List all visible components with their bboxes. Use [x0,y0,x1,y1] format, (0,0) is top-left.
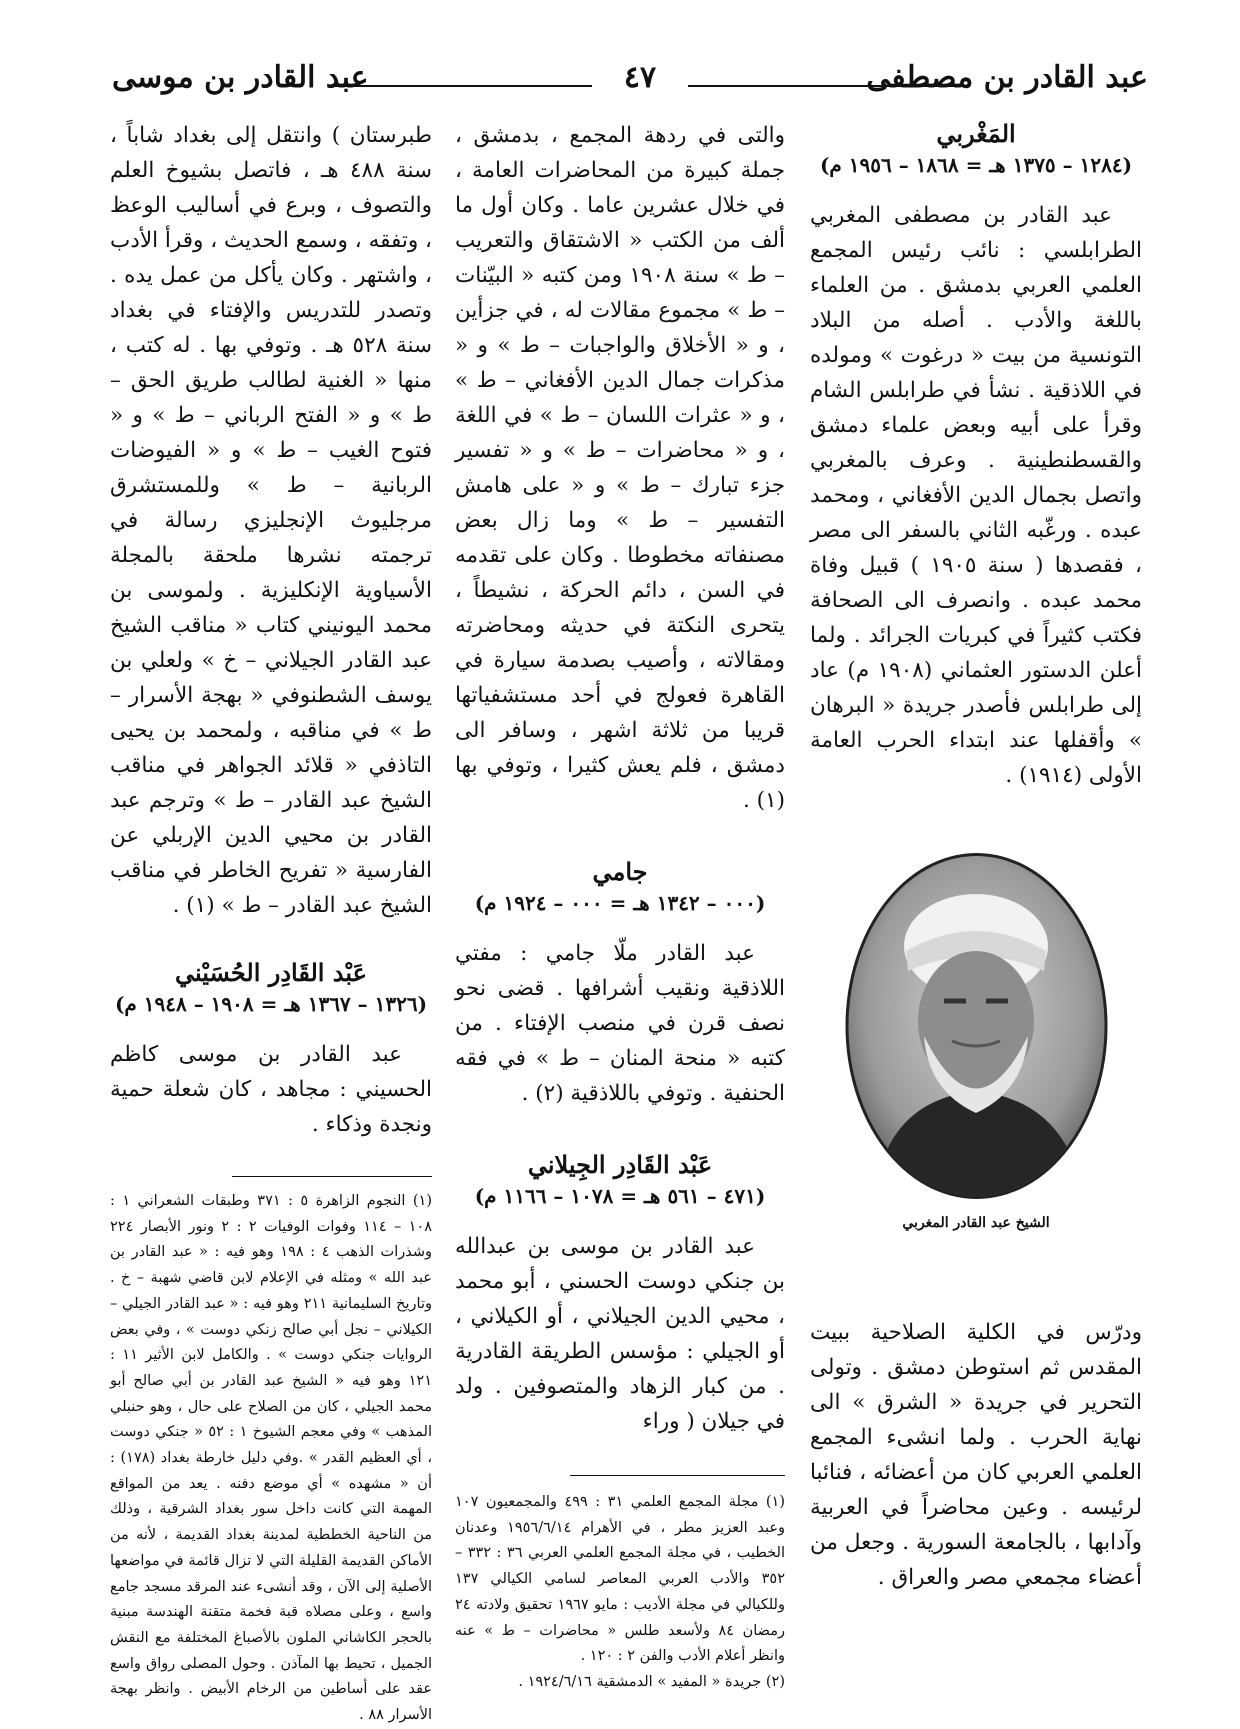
header-rule-left [330,85,592,87]
entry-text-maghribi-cont-middle: والتى في ردهة المجمع ، بدمشق ، جملة كبيرة من المحاضرات العامة ، في خلال عشرين عاما . وكان أول ما ألف من الكتب « الاشتقاق والتعريب – ط » سنة ١٩٠٨ ومن كتبه « البيّنات – ط » مجموع مقالات له ، في جزأين ، و « الأخلاق والواجبات – ط » و « مذكرات جمال الدين الأفغاني – ط » ، و « عثرات اللسان – ط » في اللغة ، و « محاضرات – ط » و « تفسير جزء تبارك – ط » و « على هامش التفسير – ط » وما زال بعض مصنفاته مخطوطا . وكان على تقدمه في السن ، دائم الحركة ، نشيطاً ، يتحرى النكتة في حديثه ومحاضرته ومقالاته ، وأصيب بصدمة سيارة في القاهرة فعولج في أحد مستشفياتها قريبا من ثلاثة اشهر ، وسافر الى دمشق ، فلم يعش كثيرا ، وتوفي بها (١) . [455,123,785,813]
portrait-figure [831,851,1121,1231]
entry-dates-jilani: (٤٧١ – ٥٦١ هـ = ١٠٧٨ – ١١٦٦ م) [474,1184,766,1208]
footnote-rule-left [232,1176,432,1177]
page-number: ٤٧ [623,60,657,95]
portrait-caption: الشيخ عبد القادر المغربي [902,1215,1050,1231]
entry-dates-husseini: (١٣٢٦ – ١٣٦٧ هـ = ١٩٠٨ – ١٩٤٨ م) [114,992,428,1016]
entry-title-jami: جامي [592,857,648,886]
right-column [810,118,1142,1231]
header-rule-right [688,85,953,87]
portrait-photo [844,851,1109,1201]
entry-text-jami: عبد القادر ملّا جامي : مفتي اللاذقية ونقيب أشرافها . قضى نحو نصف قرن في منصب الإفتاء . من كتبه « منحة المنان – ط » في فقه الحنفية . وتوفي باللاذقية (٢) . [455,941,785,1106]
entry-title-jilani: عَبْد القَادِر الجِيلاني [527,1150,713,1179]
entry-text-maghribi-continued: ودرّس في الكلية الصلاحية ببيت المقدس ثم استوطن دمشق . وتولى التحرير في جريدة « الشرق » الى نهاية الحرب . ولما انشىء المجمع العلمي العربي كان من أعضائه ، فنائبا لرئيسه . وعين محاضراً في العربية وآدابها ، بالجامعة السورية . وجعل من أعضاء مجمعي مصر والعراق . [810,1320,1142,1590]
middle-column [455,118,785,1696]
running-header-left: عبد القادر بن موسى [112,60,369,95]
entry-text-jilani: عبد القادر بن موسى بن عبدالله بن جنكي دوست الحسني ، أبو محمد ، محيي الدين الجيلاني ، أو الكيلاني ، أو الجيلي : مؤسس الطريقة القادرية . من كبار الزهاد والمتصوفين . ولد في جيلان ( وراء [455,1234,785,1434]
entry-text-husseini: عبد القادر بن موسى كاظم الحسيني : مجاهد ، كان شعلة حمية ونجدة وذكاء . [110,1042,432,1137]
right-column-continuation [810,1315,1142,1595]
entry-text-jilani-continued: طبرستان ) وانتقل إلى بغداد شاباً ، سنة ٤٨٨ هـ ، فاتصل بشيوخ العلم والتصوف ، وبرع في أساليب الوعظ ، وتفقه ، وسمع الحديث ، وقرأ الأدب ، واشتهر . وكان يأكل من عمل يده . وتصدر للتدريس والإفتاء في بغداد سنة ٥٢٨ هـ . وتوفي بها . له كتب ، منها « الغنية لطالب طريق الحق – ط » و « الفتح الرباني – ط » و « فتوح الغيب – ط » و « الفيوضات الربانية – ط » وللمستشرق مرجليوث الإنجليزي رسالة في ترجمته نشرها ملحقة بالمجلة الأسياوية الإنكليزية . ولموسى بن محمد اليونيني كتاب « مناقب الشيخ عبد القادر الجيلاني – خ » ولعلي بن يوسف الشطنوفي « بهجة الأسرار – ط » في مناقبه ، ولمحمد بن يحيى التاذفي « قلائد الجواهر في مناقب الشيخ عبد القادر – ط » وترجم عبد القادر بن محيي الدين الإربلي عن الفارسية « تفريح الخاطر في مناقب الشيخ عبد القادر – ط » (١) . [110,123,432,918]
entry-dates-jami: (٠٠٠ – ١٣٤٢ هـ = ٠٠٠ – ١٩٢٤ م) [474,891,766,915]
footnote-rule-middle [570,1475,785,1476]
entry-dates-maghribi: (١٢٨٤ – ١٣٧٥ هـ = ١٨٦٨ – ١٩٥٦ م) [819,153,1133,177]
left-column [110,118,432,1729]
footnote-middle-1: (١) مجلة المجمع العلمي ٣١ : ٤٩٩ والمجمعيون ١٠٧ وعبد العزيز مطر ، في الأهرام ١٩٥٦/٦/١٤ وعدنان الخطيب ، في مجلة المجمع العلمي العربي ٣٦ : ٣٣٢ – ٣٥٢ والأدب العربي المعاصر لسامي الكيالي ١٣٧ وللكيالي في مجلة الأديب : مايو ١٩٦٧ تحقيق ولادته ٢٤ رمضان ٨٤ ولأسعد طلس « محاضرات – ط » عنه وانظر أعلام الأدب والفن ٢ : ١٢٠ . [455,1494,786,1665]
footnote-left-1: (١) النجوم الزاهرة ٥ : ٣٧١ وطبقات الشعراني ١ : ١٠٨ – ١١٤ وفوات الوفيات ٢ : ٢ ونور الأبصار ٢٢٤ وشذرات الذهب ٤ : ١٩٨ وهو فيه : « عبد القادر بن عبد الله » ومثله في الإعلام لابن قاضي شهبة – خ . وتاريخ السليمانية ٢١١ وهو فيه : « عبد القادر الجيلي – الكيلاني – نجل أبي صالح زنكي دوست » ، وفي بعض الروايات جنكي دوست » . والكامل لابن الأثير ١١ : ١٢١ وهو فيه « الشيخ عبد القادر بن أبي صالح أبو محمد الجيلي ، كان من الصلاح على حال ، وهو حنبلي المذهب » وفي معجم الشيوخ ١ : ٥٢ « جنكي دوست ، أي العظيم القدر » .وفي دليل خارطة بغداد (١٧٨) : أن « مشهده » أي موضع دفنه . يعد من المواقع المهمة التي كانت داخل سور بغداد الشرقية ، وذلك من الناحية الخططية لمدينة بغداد القديمة ، لأنه من الأماكن القديمة القليلة التي لا تزال قائمة في مواضعها الأصلية إلى الآن ، وقد أنشىء عند المرقد مسجد جامع واسع ، وعلى مصلاه قبة فخمة متقنة الهندسة مبنية بالحجر الكاشاني الملون بالأصباغ المختلفة مع النقش الجميل ، تحيط بها المآذن . وحول المصلى رواق واسع عقد على أساطين من الرخام الأبيض . وانظر بهجة الأسرار ٨٨ . [110,1193,433,1724]
entry-text-maghribi: عبد القادر بن مصطفى المغربي الطرابلسي : نائب رئيس المجمع العلمي العربي بدمشق . من العلماء باللغة والأدب . أصله من البلاد التونسية من بيت « درغوت » ومولده في اللاذقية . نشأ في طرابلس الشام وقرأ على أبيه وبعض علماء دمشق والقسطنطينية . وعرف بالمغربي واتصل بجمال الدين الأفغاني ، ومحمد عبده . ورغّبه الثاني بالسفر الى مصر ، فقصدها ( سنة ١٩٠٥ ) قبيل وفاة محمد عبده . وانصرف الى الصحافة فكتب كثيراً في كبريات الجرائد . ولما أعلن الدستور العثماني (١٩٠٨ م) عاد إلى طرابلس فأصدر جريدة « البرهان » وأقفلها عند ابتداء الحرب العامة الأولى (١٩١٤) . [810,203,1142,788]
entry-title-maghribi: المَغْربي [936,119,1016,148]
entry-title-husseini: عَبْد القَادِر الحُسَيْني [175,958,367,987]
footnote-middle-2: (٢) جريدة « المفيد » الدمشقية ١٩٢٤/٦/١٦ . [518,1673,785,1690]
running-header-right: عبد القادر بن مصطفى [866,60,1148,95]
